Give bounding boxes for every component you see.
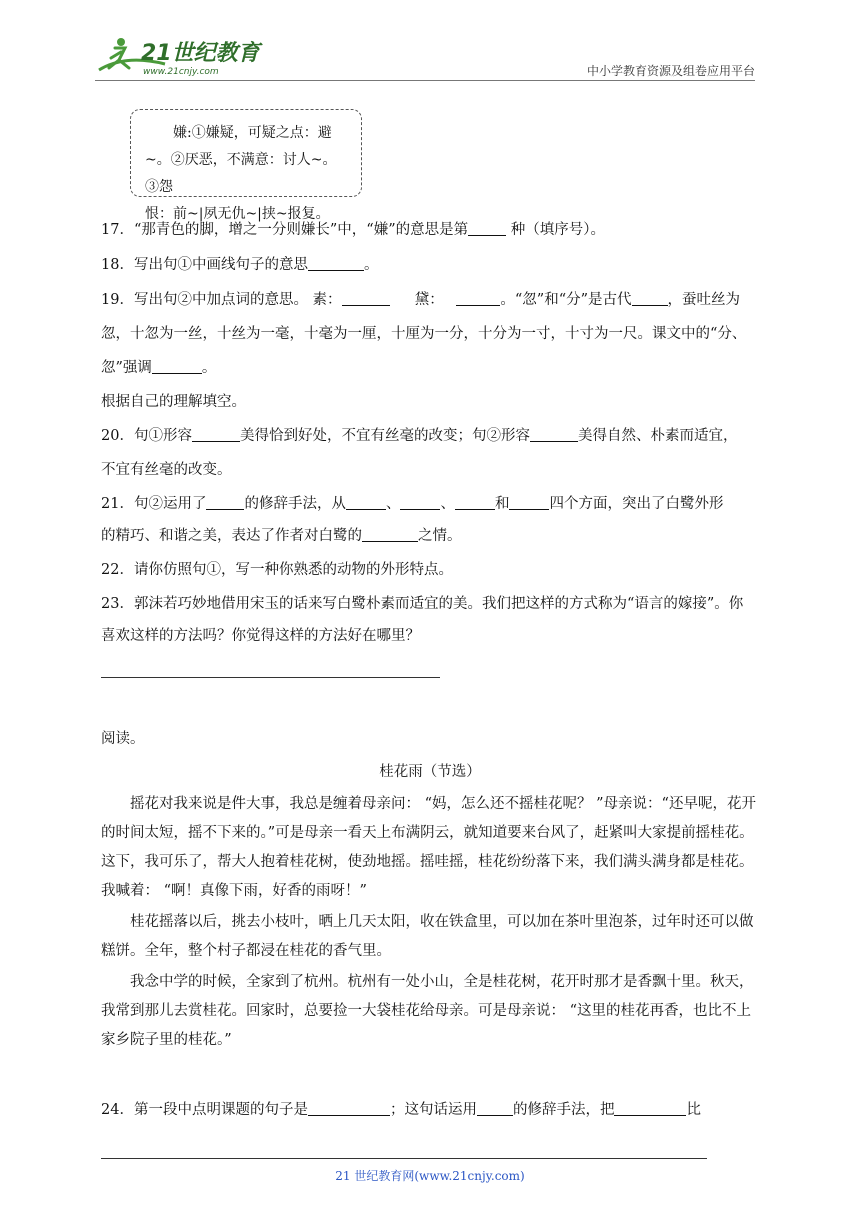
question-text: 美得恰到好处，不宜有丝毫的改变；句②形容	[239, 428, 530, 444]
answer-blank[interactable]	[152, 359, 202, 374]
question-19-line3	[101, 356, 761, 377]
question-text: 。	[201, 360, 217, 376]
definition-box	[130, 109, 362, 222]
question-text: 、	[440, 496, 455, 512]
question-17	[101, 218, 761, 239]
footer-link[interactable]: 21 世纪教育网(www.21cnjy.com)	[335, 1169, 525, 1183]
question-21-line2	[101, 524, 761, 545]
question-19	[101, 288, 761, 309]
question-21	[101, 492, 761, 513]
logo-text: 21世纪教育	[141, 41, 260, 66]
answer-blank[interactable]	[362, 527, 418, 542]
question-text: 之情。	[418, 528, 462, 544]
answer-blank[interactable]	[477, 1101, 513, 1116]
passage-paragraph: 摇花对我来说是件大事，我总是缠着母亲问： “妈，怎么还不摇桂花呢？ ”母亲说：“还早呢，花开的时间太短，摇不下来的。”可是母亲一看天上布满阴云，就知道要来台风了，赶紧叫大家提前摇桂花。这下，我可乐了，帮大人抱着桂花树，使劲地摇。摇哇摇，桂花纷纷落下来，我们满头满身都是桂花。我喊着： “啊！真像下雨，好香的雨呀！”	[101, 796, 756, 899]
question-text: 四个方面，突出了白鹭外形	[549, 496, 724, 512]
question-text: 18．写出句①中画线句子的意思	[101, 257, 308, 273]
question-20	[101, 424, 761, 445]
instruction: 根据自己的理解填空。	[101, 394, 246, 410]
definition-line: 恨：前~|夙无仇~|挟~报复。	[145, 206, 330, 222]
question-18	[101, 253, 761, 274]
passage-title: 桂花雨（节选）	[379, 764, 481, 780]
answer-line[interactable]	[101, 677, 440, 678]
definition-line: ~。②厌恶，不满意：讨人~。③怨	[145, 152, 337, 195]
question-22: 22．请你仿照句①，写一种你熟悉的动物的外形特点。	[101, 562, 453, 578]
question-text: 的修辞手法，把	[512, 1102, 615, 1118]
answer-blank[interactable]	[455, 495, 495, 510]
passage	[101, 790, 761, 1055]
answer-blank[interactable]	[206, 495, 244, 510]
question-text: 的精巧、和谐之美，表达了作者对白鹭的	[101, 528, 362, 544]
question-20-line2: 不宜有丝毫的改变。	[101, 462, 232, 478]
question-text: 。“忽”和“分”是古代	[500, 292, 632, 308]
header-divider	[95, 80, 755, 81]
page-header	[95, 34, 755, 82]
answer-blank[interactable]	[346, 495, 386, 510]
question-text: 种（填序号）。	[506, 222, 605, 238]
question-text: ，蚕吐丝为	[667, 292, 741, 308]
question-text: 忽”强调	[101, 360, 152, 376]
question-text: 20．句①形容	[101, 428, 192, 444]
answer-blank[interactable]	[530, 427, 578, 442]
question-text: 比	[686, 1102, 701, 1118]
question-19-line2: 忽，十忽为一丝，十丝为一毫，十毫为一厘，十厘为一分，十分为一寸，十寸为一尺。课文中的“分、	[101, 326, 747, 342]
question-23: 23．郭沫若巧妙地借用宋玉的话来写白鹭朴素而适宜的美。我们把这样的方式称为“语言的嫁接”。你	[101, 596, 744, 612]
answer-blank[interactable]	[308, 1101, 390, 1116]
question-text: 、	[385, 496, 401, 512]
platform-name: 中小学教育资源及组卷应用平台	[586, 64, 755, 78]
question-text: 。	[363, 257, 379, 273]
passage-paragraph: 桂花摇落以后，挑去小枝叶，晒上几天太阳，收在铁盒里，可以加在茶叶里泡茶，过年时还可以做糕饼。全年，整个村子都浸在桂花的香气里。	[101, 914, 754, 959]
answer-blank[interactable]	[342, 291, 390, 306]
question-text: 和	[494, 496, 510, 512]
answer-blank[interactable]	[632, 291, 668, 306]
logo-21cnjy-icon	[95, 34, 265, 78]
reading-label: 阅读。	[101, 731, 145, 747]
answer-blank[interactable]	[614, 1101, 686, 1116]
answer-blank[interactable]	[308, 256, 364, 271]
question-text: 21．句②运用了	[101, 496, 207, 512]
question-text: 17．“那青色的脚，增之一分则嫌长”中，“嫌”的意思是第	[101, 222, 469, 238]
question-text: 19．写出句②中加点词的意思。 素：	[101, 292, 342, 308]
answer-blank[interactable]	[400, 495, 440, 510]
question-text: 24．第一段中点明课题的句子是	[101, 1102, 308, 1118]
question-text: 黛：	[410, 292, 444, 308]
answer-blank[interactable]	[456, 291, 500, 306]
question-text: ；这句话运用	[389, 1102, 477, 1118]
answer-blank[interactable]	[468, 221, 506, 236]
footer-divider	[101, 1158, 707, 1159]
question-23-line2: 喜欢这样的方法吗？你觉得这样的方法好在哪里？	[101, 628, 420, 644]
passage-paragraph: 我念中学的时候，全家到了杭州。杭州有一处小山，全是桂花树，花开时那才是香飘十里。秋天，我常到那儿去赏桂花。回家时，总要捡一大袋桂花给母亲。可是母亲说： “这里的桂花再香，也比不上家乡院子里的桂花。”	[101, 974, 754, 1048]
question-text: 的修辞手法，从	[244, 496, 346, 512]
definition-line: 嫌:①嫌疑，可疑之点：避	[173, 125, 332, 141]
question-24	[101, 1098, 761, 1119]
answer-blank[interactable]	[509, 495, 549, 510]
logo-url: www.21cnjy.com	[143, 67, 219, 77]
question-text: 美得自然、朴素而适宜，	[577, 428, 738, 444]
answer-blank[interactable]	[192, 427, 240, 442]
